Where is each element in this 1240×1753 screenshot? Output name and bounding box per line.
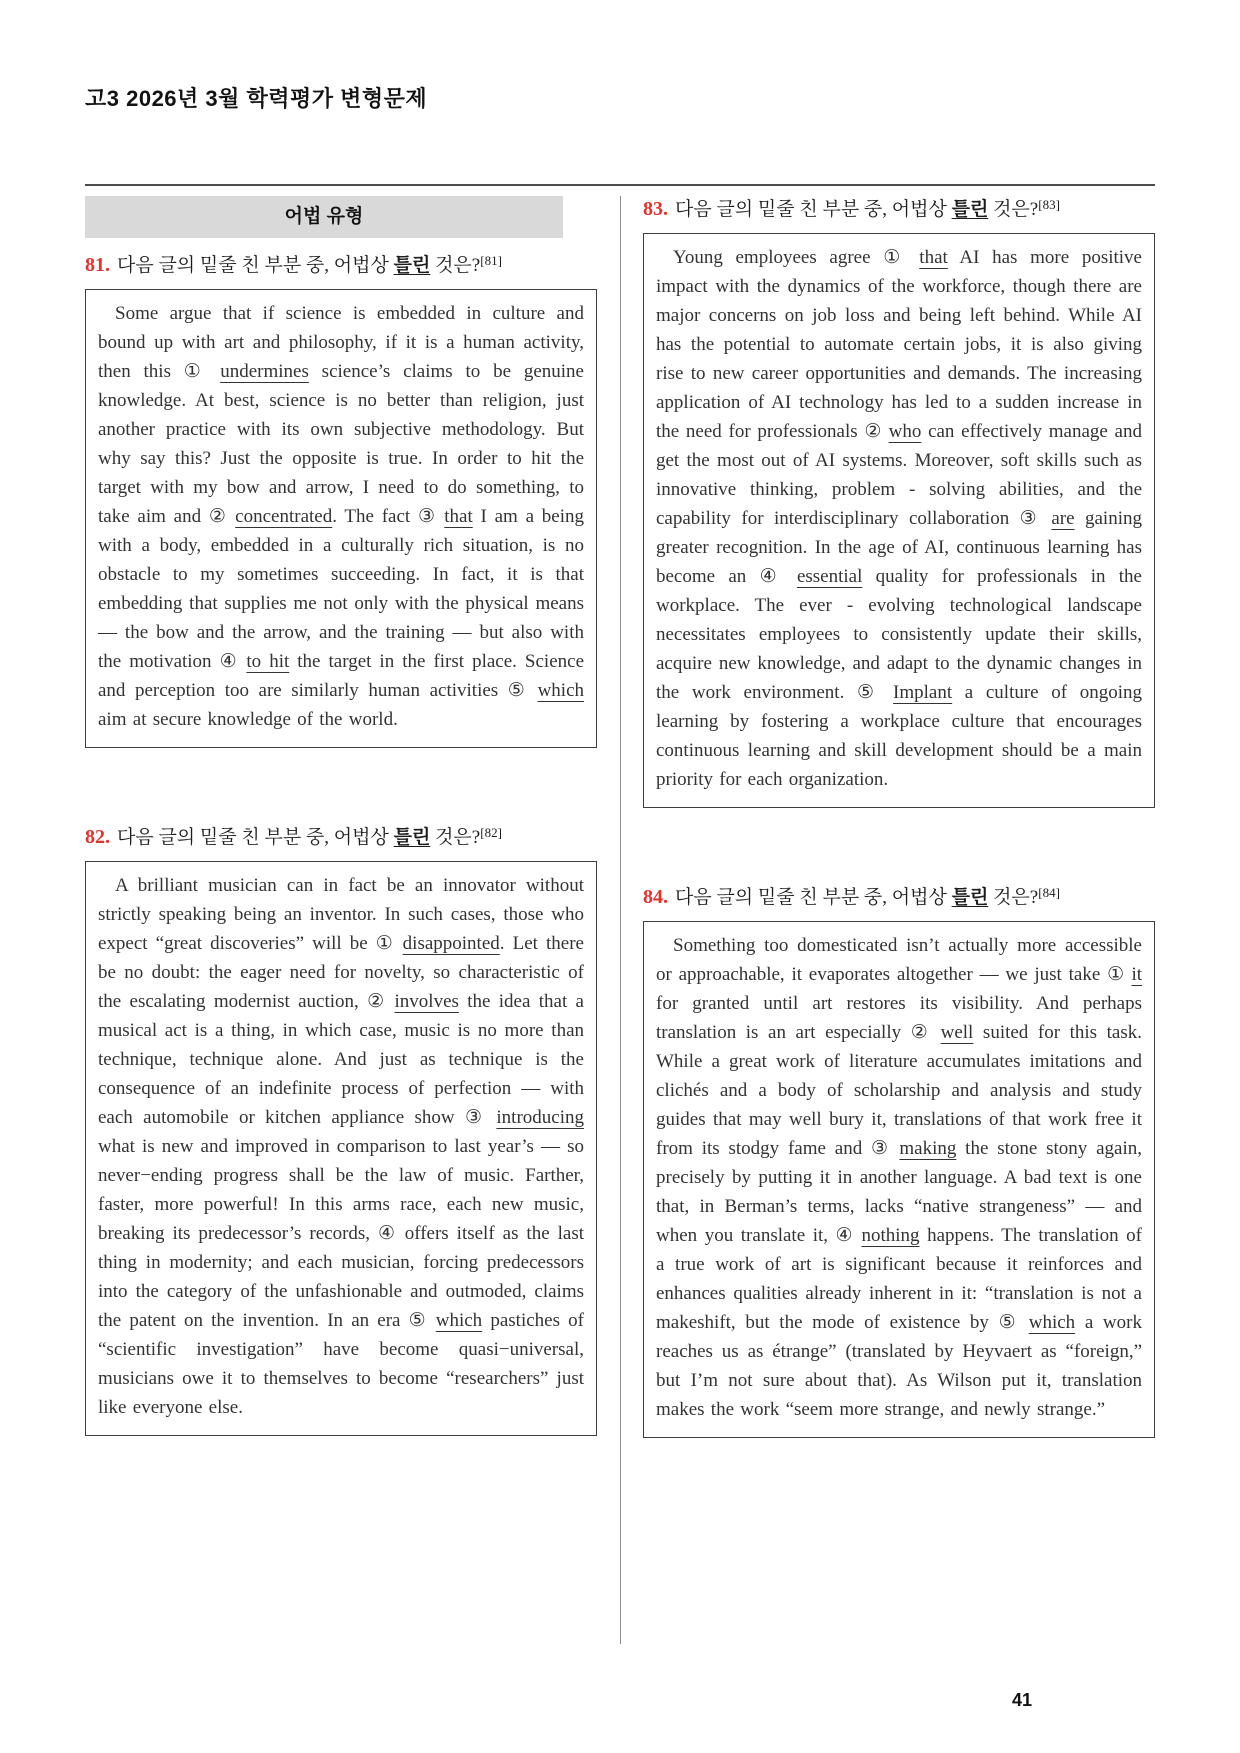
question-84-ref: [84] [1038,885,1060,900]
underlined-part: essential [796,566,863,587]
header-divider [85,184,1155,186]
underlined-part: that [919,247,948,268]
passage-segment: a work reaches us as étrange” (translated by Heyvaert as “foreign,” but I’m not sure about that). As Wilson put it, translation makes the work “seem more strange, and newly strange.” [656,1312,1142,1420]
passage-segment: science’s claims to be genuine knowledge. At best, science is no better than religion, just another practice with its own subjective methodology. But why say this? Just the opposite is true. In order to hit the target with my bow and arrow, I need to do something, to take aim and ② [98,361,584,527]
underlined-part: nothing [861,1225,920,1246]
passage-segment: . The fact ③ [332,506,445,527]
underlined-part: to hit [246,651,290,672]
question-83-number: 83. [643,198,668,220]
question-83-prompt-prefix: 다음 글의 밑줄 친 부분 중, 어법상 [675,199,952,220]
underlined-part: who [888,421,922,442]
question-81-prompt-prefix: 다음 글의 밑줄 친 부분 중, 어법상 [117,255,394,276]
question-81 [85,252,597,748]
question-82-prompt-prefix: 다음 글의 밑줄 친 부분 중, 어법상 [117,827,394,848]
question-83-prompt-suffix: 것은? [988,199,1039,220]
question-81-ref: [81] [480,253,502,268]
passage-segment: Young employees agree ① [673,247,920,268]
underlined-part: are [1051,508,1075,529]
question-83-header [643,196,1155,224]
question-82-passage-box [85,861,597,1436]
question-81-prompt-suffix: 것은? [430,255,481,276]
question-83-passage-box [643,233,1155,808]
passage-segment: AI has more positive impact with the dynamics of the workforce, though there are major concerns on job loss and being left behind. While AI has the potential to automate certain jobs, it is also giving rise to new career opportunities and demands. The increasing application of AI technology has led to a sudden increase in the need for professionals ② [656,247,1142,442]
left-column [85,196,620,1644]
question-83-prompt-emphasis: 틀린 [951,199,989,220]
passage-segment: suited for this task. While a great work of literature accumulates imitations and clichés and a body of scholarship and analysis and study guides that may well bury it, translations of that work free it from its stodgy fame and ③ [656,1022,1142,1159]
two-column-layout [85,196,1155,1644]
question-84-prompt-prefix: 다음 글의 밑줄 친 부분 중, 어법상 [675,887,952,908]
question-84-header [643,884,1155,912]
passage-segment: what is new and improved in comparison to last year’s — so never−ending progress shall be the law of music. Farther, faster, more powerful! In this arms race, each new music, breaking its predecessor’s records, ④ offers itself as the last thing in modernity; and each musician, forcing predecessors into the category of the unfashionable and outmoded, claims the patent on the invention. In an era ⑤ [98,1136,584,1331]
passage-segment: the idea that a musical act is a thing, in which case, music is no more than technique, technique alone. And just as technique is the consequence of an indefinite process of perfection — with each automobile or kitchen appliance show ③ [98,991,584,1128]
underlined-part: which [537,680,584,701]
passage-segment: gaining greater recognition. In the age of AI, continuous learning has become an ④ [656,508,1142,587]
question-82-prompt-emphasis: 틀린 [393,827,431,848]
passage-segment: for granted until art restores its visibility. And perhaps translation is an art especially ② [656,993,1142,1043]
passage-segment: a culture of ongoing learning by fostering a workplace culture that encourages continuous learning and skill development should be a main priority for each organization. [656,682,1143,790]
question-82-header [85,824,597,852]
question-84-number: 84. [643,886,668,908]
underlined-part: Implant [893,682,953,703]
passage-segment: . Let there be no doubt: the eager need for novelty, so characteristic of the escalating modernist auction, ② [98,933,584,1012]
question-84-prompt-emphasis: 틀린 [951,887,989,908]
underlined-part: making [899,1138,957,1159]
underlined-part: which [435,1310,483,1331]
passage-segment: Some argue that if science is embedded in culture and bound up with art and philosophy, if it is a human activity, then this ① [98,303,584,382]
question-81-header [85,252,597,280]
underlined-part: disappointed [402,933,500,954]
passage-segment: I am a being with a body, embedded in a culturally rich situation, is no obstacle to my sometimes succeeding. In fact, it is that embedding that supplies me not only with the physical means — the bow and the arrow, and the training — but also with the motivation ④ [98,506,585,672]
question-81-prompt-emphasis: 틀린 [393,255,431,276]
question-83 [643,196,1155,808]
question-84-passage-box [643,921,1155,1438]
underlined-part: which [1028,1312,1076,1333]
passage-segment: Something too domesticated isn’t actually more accessible or approachable, it evaporates altogether — we just take ① [656,935,1142,985]
page-number: 41 [1012,1690,1033,1710]
question-82-passage-text [98,871,584,1422]
question-83-ref: [83] [1038,197,1060,212]
underlined-part: well [940,1022,974,1043]
underlined-part: that [444,506,473,527]
question-82-prompt-suffix: 것은? [430,827,481,848]
passage-segment: can effectively manage and get the most out of AI systems. Moreover, soft skills such as innovative thinking, problem - solving abilities, and the capability for interdisciplinary collaboration ③ [656,421,1142,529]
underlined-part: introducing [496,1107,584,1128]
underlined-part: concentrated [235,506,333,527]
question-81-passage-box [85,289,597,748]
passage-segment: aim at secure knowledge of the world. [98,709,398,730]
section-label: 어법 유형 [284,206,364,227]
question-84 [643,884,1155,1438]
underlined-part: it [1131,964,1142,985]
question-82-number: 82. [85,826,110,848]
question-83-passage-text [656,243,1142,794]
question-82 [85,824,597,1436]
question-81-number: 81. [85,254,110,276]
passage-segment: quality for professionals in the workplace. The ever - evolving technological landscape necessitates employees to consistently update their skills, acquire new knowledge, and adapt to the dynamic changes in the work environment. ⑤ [656,566,1142,703]
underlined-part: undermines [220,361,309,382]
question-84-passage-text [656,931,1142,1424]
section-header [85,196,563,238]
passage-segment: the target in the first place. Science and perception too are similarly human activities ⑤ [98,651,585,701]
question-84-prompt-suffix: 것은? [988,887,1039,908]
right-column [620,196,1155,1644]
question-82-ref: [82] [480,825,502,840]
underlined-part: involves [394,991,459,1012]
passage-segment: happens. The translation of a true work of art is significant because it reinforces and enhances qualities already inherent in it: “translation is not a makeshift, but the mode of existence by ⑤ [656,1225,1142,1333]
page-title: 고3 2026년 3월 학력평가 변형문제 [85,86,428,111]
passage-segment: pastiches of “scientific investigation” have become quasi−universal, musicians owe it to themselves to become “researchers” just like everyone else. [98,1310,584,1418]
question-81-passage-text [98,299,584,734]
passage-segment: the stone stony again, precisely by putting it in another language. A bad text is one that, in Berman’s terms, lacks “native strangeness” — and when you translate it, ④ [656,1138,1142,1246]
passage-segment: A brilliant musician can in fact be an innovator without strictly speaking being an inventor. In such cases, those who expect “great discoveries” will be ① [98,875,584,954]
